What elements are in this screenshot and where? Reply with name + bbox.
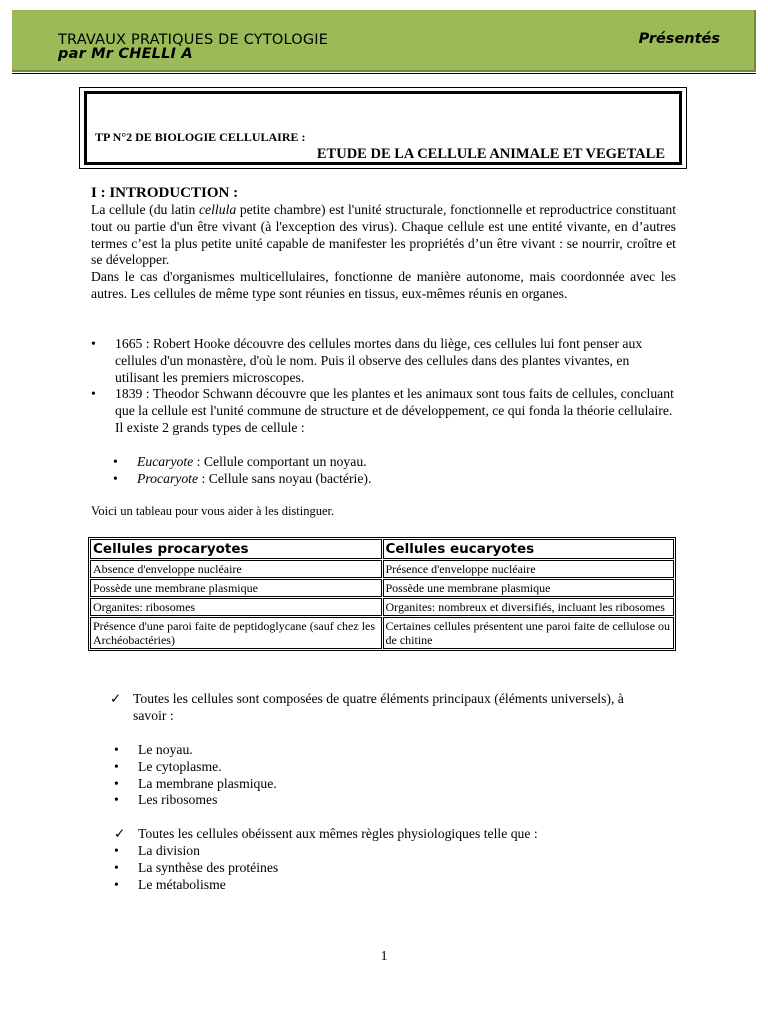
- title-box-inner: [84, 91, 682, 165]
- comparison-table: [88, 537, 676, 651]
- list-item: [114, 792, 514, 809]
- table-header-eucaryotes: Cellules eucaryotes: [383, 539, 675, 559]
- table-row: [90, 579, 674, 597]
- type-term-eucaryote: Eucaryote: [137, 454, 194, 469]
- list-item: [114, 877, 514, 894]
- table-cell: Certaines cellules présentent une paroi faite de cellulose ou de chitine: [383, 617, 675, 649]
- table-header-row: [90, 539, 674, 559]
- bullet-icon: •: [114, 742, 119, 757]
- rule-metabolisme: Le métabolisme: [138, 876, 226, 892]
- list-item: [91, 336, 676, 386]
- header-banner: [12, 10, 756, 72]
- element-ribosomes: Les ribosomes: [138, 792, 218, 808]
- bullet-icon: •: [113, 454, 118, 469]
- bullet-icon: •: [114, 758, 119, 774]
- section-heading-introduction: I : INTRODUCTION :: [91, 185, 239, 201]
- bullet-icon: •: [114, 876, 119, 892]
- check-item-text: Toutes les cellules obéissent aux mêmes règles physiologiques telle que :: [138, 826, 538, 841]
- element-membrane: La membrane plasmique.: [138, 775, 277, 791]
- bullet-icon: •: [91, 386, 96, 402]
- intro-italic-term: cellula: [198, 202, 237, 217]
- rule-synthese: La synthèse des protéines: [138, 859, 279, 875]
- table-cell: Possède une membrane plasmique: [383, 579, 675, 597]
- table-intro-period: .: [331, 504, 335, 518]
- rule-division: La division: [138, 843, 200, 858]
- table-header-procaryotes: Cellules procaryotes: [90, 539, 382, 559]
- check-item-universal-elements: [110, 691, 630, 725]
- cell-types-list: [113, 454, 673, 488]
- header-title-block: [58, 32, 328, 62]
- bullet-icon: •: [114, 843, 119, 858]
- type-term-procaryote: Procaryote: [137, 470, 199, 486]
- list-item: [91, 386, 676, 436]
- elements-list: [114, 742, 514, 809]
- bullet-icon: •: [114, 775, 119, 791]
- tp-label: TP N°2 DE BIOLOGIE CELLULAIRE :: [95, 130, 306, 144]
- title-box: [79, 87, 687, 169]
- table-intro-text: Voici un tableau pour vous aider à les distinguer: [91, 504, 331, 518]
- bullet-icon: •: [114, 792, 119, 808]
- table-cell: Présence d'une paroi faite de peptidoglycane (sauf chez les Archéobactéries): [90, 617, 382, 649]
- table-cell: Organites: ribosomes: [90, 598, 382, 616]
- table-cell: Organites: nombreux et diversifiés, incluant les ribosomes: [383, 598, 675, 616]
- bullet-icon: •: [114, 859, 119, 875]
- checkmark-icon: ✓: [114, 826, 126, 841]
- check-item-physiological-rules: [114, 826, 654, 843]
- list-item: [113, 454, 673, 471]
- page-number: 1: [380, 948, 388, 963]
- table-cell: Possède une membrane plasmique: [90, 579, 382, 597]
- list-item: [113, 471, 673, 488]
- intro-text-start: La cellule (du latin: [91, 202, 199, 217]
- bullet-icon: •: [113, 470, 118, 486]
- element-noyau: Le noyau.: [138, 742, 193, 757]
- header-divider: [12, 73, 756, 74]
- checkmark-icon: ✓: [110, 691, 122, 706]
- header-right-text: Présentés: [638, 31, 720, 47]
- history-item-1665: 1665 : Robert Hooke découvre des cellules mortes dans du liège, ces cellules lui font penser aux cellules d'un monastère, d'où le nom. Puis il observe des cellules dans des plantes vivantes, en utilisant les premiers microscopes.: [115, 336, 643, 385]
- header-subtitle: par Mr CHELLI A: [58, 46, 193, 62]
- table-cell: Absence d'enveloppe nucléaire: [90, 560, 382, 578]
- type-desc-eucaryote: : Cellule comportant un noyau.: [193, 454, 367, 469]
- list-item: [114, 759, 514, 776]
- list-item: [114, 860, 514, 877]
- history-list: [91, 336, 676, 437]
- table-row: [90, 560, 674, 578]
- list-item: [114, 843, 514, 860]
- header-title: TRAVAUX PRATIQUES DE CYTOLOGIE: [58, 32, 329, 48]
- intro-text-end: petite chambre) est l'unité structurale, fonctionnelle et reproductrice constituant tout ou partie d'un être vivant (à l'exception des virus). Chaque cellule est une entité vivante, en d’autres termes c’est la plus petite unité capable de manifester les propriétés d’un être vivant : se nourrir, croître et se développer.: [91, 202, 676, 268]
- bullet-icon: •: [91, 336, 96, 351]
- table-intro: [91, 504, 334, 519]
- list-item: [114, 776, 514, 793]
- tp-title: ETUDE DE LA CELLULE ANIMALE ET VEGETALE: [316, 146, 665, 162]
- table-row: [90, 598, 674, 616]
- rules-list: [114, 843, 514, 893]
- type-desc-procaryote: : Cellule sans noyau (bactérie).: [198, 470, 372, 486]
- check-item-text: Toutes les cellules sont composées de quatre éléments principaux (éléments universels), à savoir :: [133, 691, 624, 723]
- list-item: [114, 742, 514, 759]
- intro-paragraph-1: [91, 202, 676, 269]
- table-row: [90, 617, 674, 649]
- element-cytoplasme: Le cytoplasme.: [138, 758, 222, 774]
- table-cell: Présence d'enveloppe nucléaire: [383, 560, 675, 578]
- history-item-1839: 1839 : Theodor Schwann découvre que les plantes et les animaux sont tous faits de cellules, concluant que la cellule est l'unité commune de structure et de développement, ce qui fonda la théorie cellulaire. Il existe 2 grands types de cellule :: [115, 386, 674, 435]
- intro-paragraph-2: Dans le cas d'organismes multicellulaires, fonctionne de manière autonome, mais coordonnée avec les autres. Les cellules de même type sont réunies en tissus, eux-mêmes réunis en organes.: [91, 269, 676, 301]
